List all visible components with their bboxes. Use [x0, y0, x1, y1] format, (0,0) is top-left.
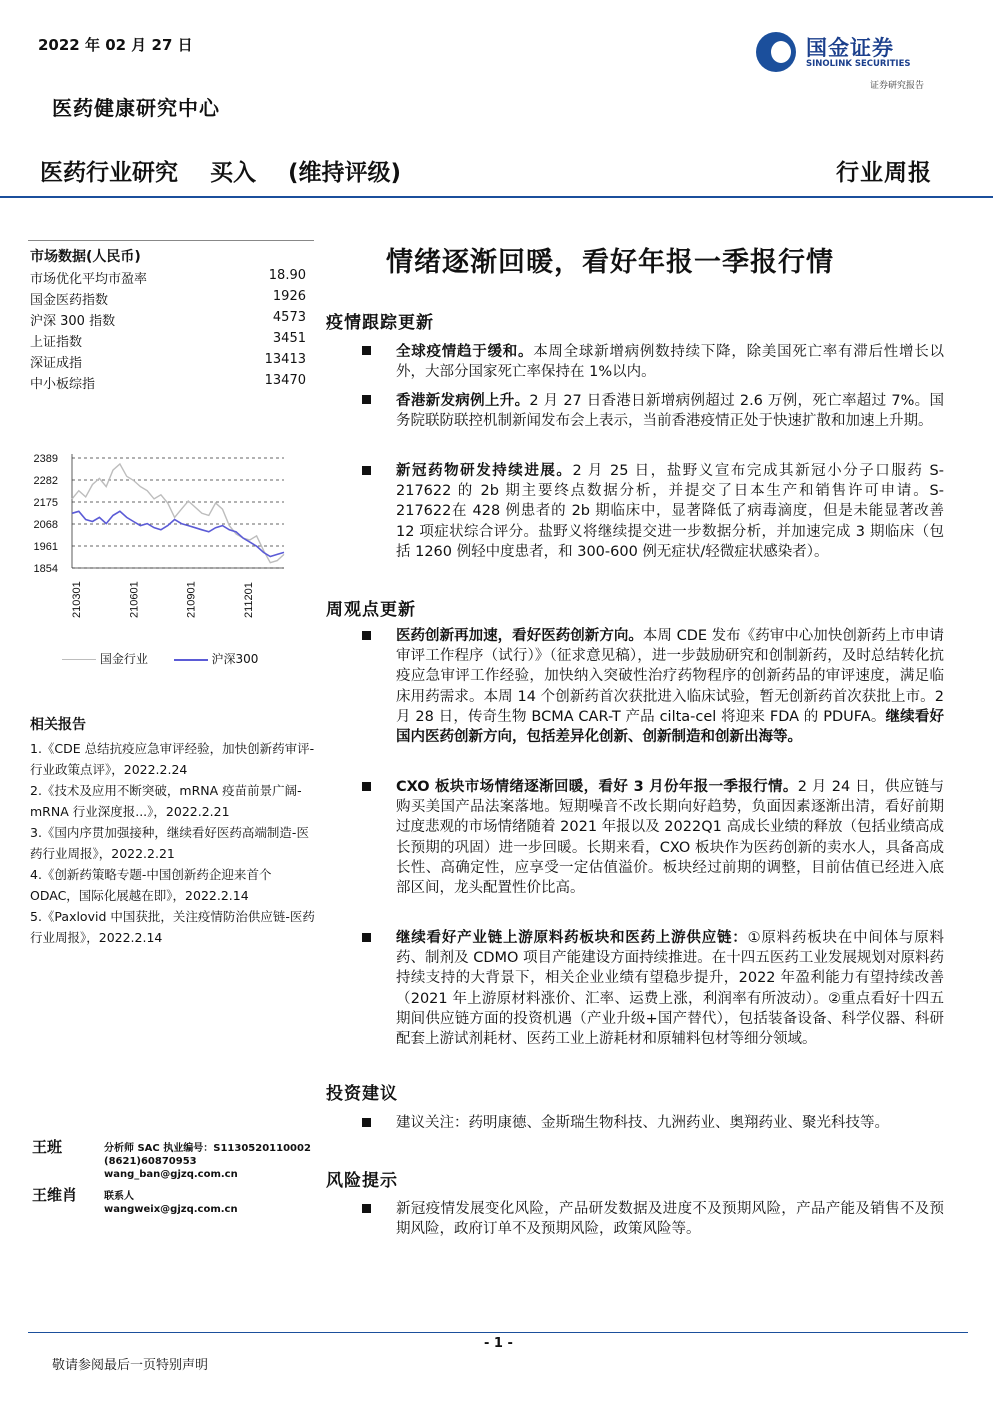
- logo-en: SINOLINK SECURITIES: [806, 59, 911, 69]
- legend-swatch-industry: [62, 659, 96, 660]
- market-row: [30, 373, 306, 392]
- bullet-icon: [362, 464, 374, 476]
- market-label: 国金医药指数: [30, 293, 109, 308]
- rating-note: (维持评级): [288, 160, 402, 186]
- bullet-icon: [362, 344, 374, 356]
- section-title: 疫情跟踪更新: [326, 313, 434, 333]
- market-value: 1926: [272, 289, 306, 304]
- y-tick-label: 2068: [33, 519, 58, 531]
- market-label: 沪深 300 指数: [30, 314, 116, 329]
- market-row: [30, 331, 306, 350]
- chart-legend: [62, 650, 302, 667]
- logo-mark-icon: [756, 32, 796, 72]
- section-title: 风险提示: [326, 1171, 398, 1191]
- market-row: [30, 310, 306, 329]
- logo-cn: 国金证券: [806, 36, 894, 60]
- industry-label: 医药行业研究: [40, 160, 178, 186]
- related-item[interactable]: 2.《技术及应用不断突破，mRNA 疫苗前景广阔-mRNA 行业深度报...》，2022.2.21: [30, 783, 302, 819]
- analyst-info: [104, 1142, 311, 1181]
- analyst-name: 王班: [32, 1138, 63, 1156]
- paragraph: 全球疫情趋于缓和。本周全球新增病例数持续下降，除美国死亡率有滞后性增长以外，大部分国家死亡率保持在 1%以内。: [396, 344, 944, 381]
- market-label: 深证成指: [30, 356, 83, 371]
- research-center: 医药健康研究中心: [52, 96, 220, 120]
- analyst-info: [104, 1190, 238, 1216]
- x-tick-label: 210901: [185, 581, 198, 618]
- market-chart: [28, 448, 294, 628]
- y-tick-label: 1961: [33, 541, 58, 553]
- y-tick-label: 2389: [33, 453, 58, 465]
- paragraph: 继续看好产业链上游原料药板块和医药上游供应链：①原料药板块在中间体与原料药、制剂及 CDMO 项目产能建设方面持续推进。在十四五医药工业发展规划对原料药持续支持的大背景下，相关企业业绩有望稳步提升，2022 年盈利能力有望持续改善（2021 年上游原材料涨价、汇率、运费上涨，利润率有所波动）。②重点看好十四五期间供应链方面的投资机遇（产业升级+国产替代），包括装备设备、科学仪器、科研配套上游试剂耗材、医药工业上游耗材和原辅料包材等细分领域。: [396, 930, 945, 1048]
- analyst-email[interactable]: wang_ban@gjzq.com.cn: [104, 1169, 238, 1180]
- bullet-icon: [362, 1202, 374, 1214]
- paragraph: 香港新发病例上升。2 月 27 日香港日新增病例超过 2.6 万例，死亡率超过 7%。国务院联防联控机制新闻发布会上表示，当前香港疫情正处于快速扩散和加速上升期。: [396, 393, 944, 430]
- market-row: [30, 289, 306, 308]
- paragraph: 新冠药物研发持续进展。2 月 25 日，盐野义宣布完成其新冠小分子口服药 S-217622 的 2b 期主要终点数据分析，并提交了日本生产和销售许可申请。S-217622在 428 例患者的 2b 期临床中，显著降低了病毒滴度，但是未能显著改善 12 项症状综合评分。盐野义将继续提交进一步数据分析，并加速完成 3 期临床（包括 1260 例轻中度患者，和 300-600 例无症状/轻微症状感染者）。: [396, 463, 944, 560]
- legend-label-index: 沪深300: [211, 652, 259, 666]
- related-title: 相关报告: [30, 717, 86, 733]
- report-type: 行业周报: [836, 160, 932, 186]
- company-logo: [756, 32, 946, 74]
- paragraph: 建议关注：药明康德、金斯瑞生物科技、九洲药业、奥翔药业、聚光科技等。: [396, 1115, 889, 1131]
- bullet-icon: [362, 780, 374, 792]
- market-value: 3451: [272, 331, 306, 346]
- bullet-icon: [362, 1116, 374, 1128]
- market-value: 18.90: [268, 268, 306, 283]
- legend-label-industry: 国金行业: [99, 652, 148, 666]
- related-item[interactable]: 1.《CDE 总结抗疫应急审评经验，加快创新药审评-行业政策点评》，2022.2.24: [30, 741, 315, 777]
- legend-swatch-index: [174, 659, 208, 661]
- rating: 买入: [210, 160, 257, 186]
- analyst-role: 联系人: [104, 1191, 134, 1202]
- paragraph: CXO 板块市场情绪逐渐回暖，看好 3 月份年报一季报行情。2 月 24 日，供应链与购买美国产品法案落地。短期噪音不改长期向好趋势，负面因素逐渐出清，看好前期过度悲观的市场情绪随着 2021 年报以及 2022Q1 高成长业绩的释放（包括业绩高成长预期的巩固）进一步回暖。长期来看，CXO 板块作为医药创新的卖水人，具备高成长性、高确定性，应享受一定估值溢价。板块经过前期的调整，目前估值已经进入底部区间，龙头配置性价比高。: [396, 779, 944, 897]
- x-tick-label: 211201: [243, 582, 255, 618]
- analyst-phone: (8621)60870953: [104, 1156, 197, 1167]
- related-item[interactable]: 4.《创新药策略专题-中国创新药企迎来首个ODAC，国际化展越在即》，2022.2.14: [30, 867, 272, 903]
- paragraph: 医药创新再加速，看好医药创新方向。本周 CDE 发布《药审中心加快创新药上市申请审评工作程序（试行）》（征求意见稿），进一步鼓励研究和创制新药，及时总结转化抗疫应急审评工作经验，加快纳入突破性治疗药物程序的创新药品的审评速度，满足临床用药需求。本周 14 个创新药首次获批进入临床试验，暂无创新药首次获批上市。2 月 28 日，传奇生物 BCMA CAR-T 产品 cilta-cel 将迎来 FDA 的 PDUFA。继续看好国内医药创新方向，包括差异化创新、创新制造和创新出海等。: [396, 628, 945, 746]
- series-line-1: [72, 511, 284, 556]
- header-divider: [0, 196, 993, 198]
- market-label: 市场优化平均市盈率: [30, 272, 148, 287]
- report-date: 2022 年 02 月 27 日: [38, 36, 193, 54]
- y-tick-label: 2175: [33, 497, 58, 509]
- market-data-title: 市场数据(人民币): [30, 249, 141, 265]
- market-value: 4573: [272, 310, 306, 325]
- x-tick-label: 210601: [128, 581, 141, 618]
- series-line-0: [72, 464, 284, 563]
- section-title: 周观点更新: [326, 600, 416, 620]
- bullet-icon: [362, 931, 374, 943]
- y-tick-label: 1854: [33, 563, 58, 575]
- related-item[interactable]: 3.《国内序贯加强接种，继续看好医药高端制造-医药行业周报》，2022.2.21: [30, 825, 309, 861]
- main-title: 情绪逐渐回暖，看好年报一季报行情: [386, 247, 834, 278]
- market-row: [30, 352, 306, 371]
- page-number: - 1 -: [484, 1336, 513, 1351]
- sidebar-divider: [28, 240, 314, 241]
- market-value: 13413: [264, 352, 306, 367]
- market-label: 中小板综指: [30, 377, 96, 392]
- market-value: 13470: [264, 373, 306, 388]
- x-tick-label: 210301: [71, 581, 83, 618]
- analyst-email[interactable]: wangweix@gjzq.com.cn: [104, 1204, 238, 1215]
- section-title: 投资建议: [326, 1084, 398, 1104]
- paragraph: 新冠疫情发展变化风险，产品研发数据及进度不及预期风险，产品产能及销售不及预期风险，政府订单不及预期风险，政策风险等。: [396, 1201, 944, 1238]
- rating-line: [40, 154, 425, 187]
- report-type-small: 证券研究报告: [870, 81, 925, 91]
- analyst-sac: 分析师 SAC 执业编号：S1130520110002: [104, 1143, 311, 1154]
- analyst-name: 王维肖: [32, 1186, 78, 1204]
- market-label: 上证指数: [30, 335, 83, 350]
- market-row: [30, 268, 306, 287]
- related-item[interactable]: 5.《Paxlovid 中国获批，关注疫情防治供应链-医药行业周报》，2022.2.14: [30, 909, 315, 945]
- y-tick-label: 2282: [33, 475, 58, 487]
- bullet-icon: [362, 393, 374, 405]
- bullet-icon: [362, 629, 374, 641]
- footer-divider: [28, 1332, 968, 1333]
- footer-note: 敬请参阅最后一页特别声明: [52, 1358, 209, 1373]
